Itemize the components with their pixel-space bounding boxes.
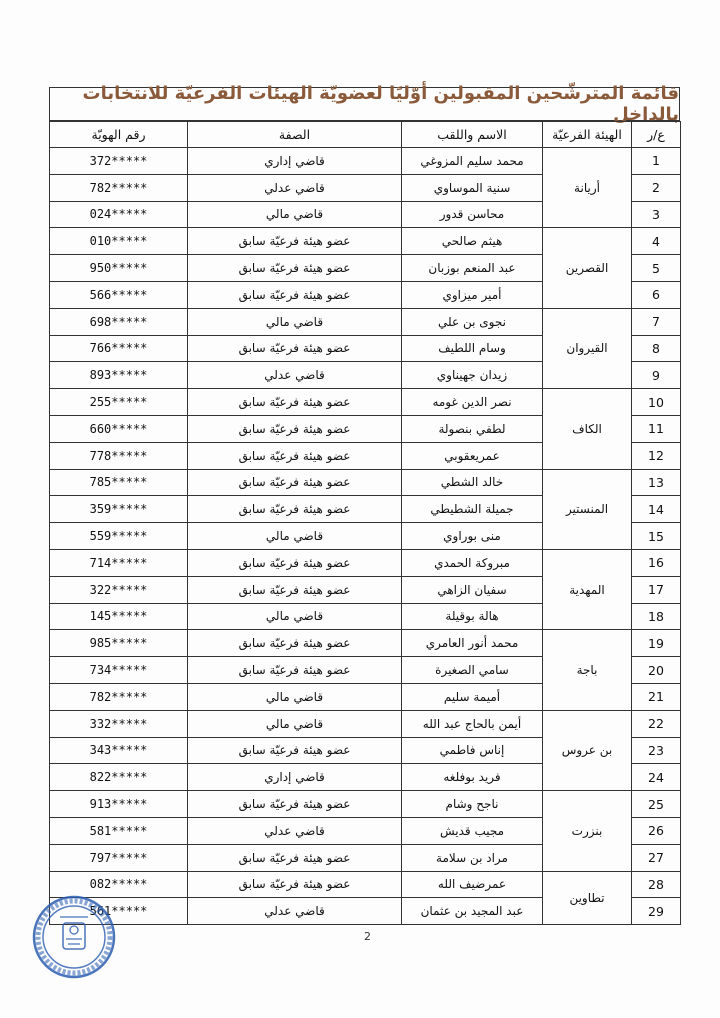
header-branch: الهيئة الفرعيّة xyxy=(543,122,632,148)
candidate-id: 255***** xyxy=(50,389,188,416)
table-row xyxy=(50,389,681,416)
candidate-name: ناجح وشام xyxy=(402,791,543,818)
table-body xyxy=(50,148,681,925)
row-number: 5 xyxy=(632,255,681,282)
row-number: 28 xyxy=(632,871,681,898)
row-number: 17 xyxy=(632,576,681,603)
table-row xyxy=(50,630,681,657)
candidate-name: عبد المجيد بن عثمان xyxy=(402,898,543,925)
candidate-id: 566***** xyxy=(50,281,188,308)
branch-cell: القصرين xyxy=(543,228,632,308)
row-number: 15 xyxy=(632,523,681,550)
page-number: 2 xyxy=(364,930,371,943)
candidate-role: عضو هيئة فرعيّة سابق xyxy=(188,228,402,255)
candidate-role: عضو هيئة فرعيّة سابق xyxy=(188,389,402,416)
candidate-id: 561***** xyxy=(50,898,188,925)
candidate-role: عضو هيئة فرعيّة سابق xyxy=(188,737,402,764)
candidate-name: وسام اللطيف xyxy=(402,335,543,362)
candidate-name: زيدان جهيناوي xyxy=(402,362,543,389)
branch-cell: أريانة xyxy=(543,148,632,228)
candidate-name: أميمة سليم xyxy=(402,683,543,710)
branch-cell: بنزرت xyxy=(543,791,632,871)
candidate-id: 782***** xyxy=(50,174,188,201)
branch-cell: بن عروس xyxy=(543,710,632,790)
candidate-id: 985***** xyxy=(50,630,188,657)
candidate-id: 822***** xyxy=(50,764,188,791)
candidate-role: عضو هيئة فرعيّة سابق xyxy=(188,549,402,576)
candidate-id: 082***** xyxy=(50,871,188,898)
candidate-role: قاضي مالي xyxy=(188,603,402,630)
candidate-id: 145***** xyxy=(50,603,188,630)
row-number: 13 xyxy=(632,469,681,496)
table-row xyxy=(50,228,681,255)
candidate-role: قاضي مالي xyxy=(188,523,402,550)
candidate-name: خالد الشطي xyxy=(402,469,543,496)
candidate-role: عضو هيئة فرعيّة سابق xyxy=(188,791,402,818)
candidate-name: سنية الموساوي xyxy=(402,174,543,201)
candidate-role: قاضي مالي xyxy=(188,201,402,228)
row-number: 11 xyxy=(632,415,681,442)
row-number: 4 xyxy=(632,228,681,255)
candidate-id: 913***** xyxy=(50,791,188,818)
candidate-id: 698***** xyxy=(50,308,188,335)
candidate-id: 322***** xyxy=(50,576,188,603)
candidate-role: قاضي إداري xyxy=(188,148,402,175)
candidate-role: قاضي مالي xyxy=(188,710,402,737)
candidate-name: هيثم صالحي xyxy=(402,228,543,255)
candidate-name: مجيب قديش xyxy=(402,817,543,844)
row-number: 29 xyxy=(632,898,681,925)
header-role: الصفة xyxy=(188,122,402,148)
row-number: 23 xyxy=(632,737,681,764)
candidate-name: عمريعقوبي xyxy=(402,442,543,469)
candidate-role: قاضي عدلي xyxy=(188,174,402,201)
candidate-name: سفيان الزاهي xyxy=(402,576,543,603)
row-number: 16 xyxy=(632,549,681,576)
candidate-id: 332***** xyxy=(50,710,188,737)
row-number: 21 xyxy=(632,683,681,710)
table-header-row xyxy=(50,122,681,148)
row-number: 9 xyxy=(632,362,681,389)
row-number: 22 xyxy=(632,710,681,737)
candidate-name: فريد بوفلغه xyxy=(402,764,543,791)
candidate-role: عضو هيئة فرعيّة سابق xyxy=(188,496,402,523)
table-row xyxy=(50,871,681,898)
branch-cell: المنستير xyxy=(543,469,632,549)
candidate-id: 372***** xyxy=(50,148,188,175)
row-number: 18 xyxy=(632,603,681,630)
branch-cell: المهدية xyxy=(543,549,632,629)
row-number: 3 xyxy=(632,201,681,228)
header-num: ع/ر xyxy=(632,122,681,148)
row-number: 14 xyxy=(632,496,681,523)
candidate-id: 359***** xyxy=(50,496,188,523)
row-number: 6 xyxy=(632,281,681,308)
candidate-name: محمد سليم المزوغي xyxy=(402,148,543,175)
candidate-id: 797***** xyxy=(50,844,188,871)
candidate-id: 785***** xyxy=(50,469,188,496)
table-row xyxy=(50,710,681,737)
candidate-name: مراد بن سلامة xyxy=(402,844,543,871)
header-id: رقم الهويّة xyxy=(50,122,188,148)
header-name: الاسم واللقب xyxy=(402,122,543,148)
candidate-id: 010***** xyxy=(50,228,188,255)
official-seal-icon xyxy=(30,893,118,981)
candidate-id: 782***** xyxy=(50,683,188,710)
table-row xyxy=(50,791,681,818)
candidates-table xyxy=(49,121,681,925)
candidate-id: 950***** xyxy=(50,255,188,282)
candidate-role: عضو هيئة فرعيّة سابق xyxy=(188,255,402,282)
table-row xyxy=(50,308,681,335)
branch-cell: باجة xyxy=(543,630,632,710)
candidate-id: 581***** xyxy=(50,817,188,844)
row-number: 27 xyxy=(632,844,681,871)
row-number: 25 xyxy=(632,791,681,818)
candidate-role: عضو هيئة فرعيّة سابق xyxy=(188,630,402,657)
candidate-name: سامي الصغيرة xyxy=(402,657,543,684)
document-title: قائمة المترشّحين المقبولين أوّليًا لعضويّة الهيئات الفرعيّة للانتخابات بالداخل xyxy=(49,87,680,121)
candidate-name: نصر الدين غومه xyxy=(402,389,543,416)
candidate-name: نجوى بن علي xyxy=(402,308,543,335)
candidate-name: عمرضيف الله xyxy=(402,871,543,898)
row-number: 10 xyxy=(632,389,681,416)
row-number: 24 xyxy=(632,764,681,791)
candidate-role: عضو هيئة فرعيّة سابق xyxy=(188,469,402,496)
candidate-id: 893***** xyxy=(50,362,188,389)
candidate-id: 734***** xyxy=(50,657,188,684)
branch-cell: القيروان xyxy=(543,308,632,388)
table-row xyxy=(50,549,681,576)
candidate-role: قاضي عدلي xyxy=(188,898,402,925)
candidate-name: لطفي بنصولة xyxy=(402,415,543,442)
candidate-name: جميلة الشطيطي xyxy=(402,496,543,523)
row-number: 26 xyxy=(632,817,681,844)
candidate-role: عضو هيئة فرعيّة سابق xyxy=(188,871,402,898)
candidate-role: عضو هيئة فرعيّة سابق xyxy=(188,415,402,442)
row-number: 8 xyxy=(632,335,681,362)
row-number: 2 xyxy=(632,174,681,201)
candidate-name: هالة بوقيلة xyxy=(402,603,543,630)
candidate-role: عضو هيئة فرعيّة سابق xyxy=(188,576,402,603)
candidate-name: أيمن بالحاج عبد الله xyxy=(402,710,543,737)
candidate-id: 766***** xyxy=(50,335,188,362)
candidate-id: 559***** xyxy=(50,523,188,550)
row-number: 1 xyxy=(632,148,681,175)
candidate-id: 024***** xyxy=(50,201,188,228)
branch-cell: الكاف xyxy=(543,389,632,469)
candidate-role: عضو هيئة فرعيّة سابق xyxy=(188,335,402,362)
candidate-role: قاضي مالي xyxy=(188,683,402,710)
row-number: 7 xyxy=(632,308,681,335)
candidate-id: 714***** xyxy=(50,549,188,576)
candidate-name: مبروكة الحمدي xyxy=(402,549,543,576)
candidate-id: 778***** xyxy=(50,442,188,469)
candidate-name: منى بوراوي xyxy=(402,523,543,550)
branch-cell: تطاوين xyxy=(543,871,632,925)
candidate-role: قاضي عدلي xyxy=(188,362,402,389)
table-row xyxy=(50,469,681,496)
table-row xyxy=(50,148,681,175)
candidate-role: عضو هيئة فرعيّة سابق xyxy=(188,442,402,469)
row-number: 19 xyxy=(632,630,681,657)
candidate-role: عضو هيئة فرعيّة سابق xyxy=(188,657,402,684)
row-number: 12 xyxy=(632,442,681,469)
candidate-id: 343***** xyxy=(50,737,188,764)
candidate-name: محمد أنور العامري xyxy=(402,630,543,657)
candidate-role: قاضي عدلي xyxy=(188,817,402,844)
row-number: 20 xyxy=(632,657,681,684)
candidate-role: عضو هيئة فرعيّة سابق xyxy=(188,844,402,871)
candidate-role: قاضي إداري xyxy=(188,764,402,791)
candidate-role: قاضي مالي xyxy=(188,308,402,335)
candidate-name: محاسن قدور xyxy=(402,201,543,228)
candidate-id: 660***** xyxy=(50,415,188,442)
candidate-name: إناس فاطمي xyxy=(402,737,543,764)
candidate-role: عضو هيئة فرعيّة سابق xyxy=(188,281,402,308)
candidate-name: أمير ميزاوي xyxy=(402,281,543,308)
candidate-name: عبد المنعم بوزبان xyxy=(402,255,543,282)
